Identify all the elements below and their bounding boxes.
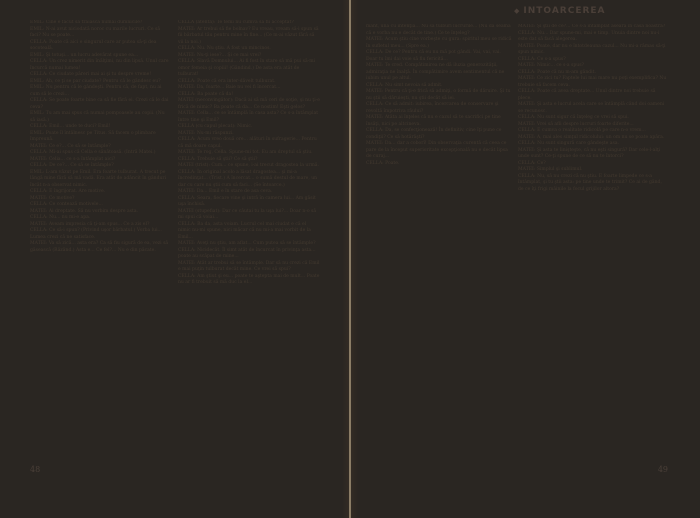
dialogue-line: CELLA: Nu simt nevoia să admit. xyxy=(366,82,443,88)
dialogue-line: MATEI: Acum ştiu cine vorbeşte cu gura: spiritul meu se ridică în sufletul meu... (Spre ea.) xyxy=(366,37,512,49)
dialogue-line: CELLA: Ce contează motivele... xyxy=(30,202,103,207)
dialogue-line: MATEI: Simplul şi sublimul. xyxy=(518,167,583,172)
right-column-1 xyxy=(366,24,512,454)
dialogue-line: CELLA: Se poate foarte bine ca să fie fără ei. Crezi că le dai ceva? xyxy=(30,98,169,110)
dialogue-line: CELLA: De ce?... Ce să se întâmple? xyxy=(30,163,114,168)
dialogue-line: EMIL: N-ai avut niciodată noroc cu marile lucruri. Ce să faci? Nu se poate... xyxy=(30,26,161,38)
dialogue-line: CELLA: Trebuie să ştii? Ce să ştii? xyxy=(178,156,258,162)
dialogue-line: EMIL: Tu am mai spus că numai pompoasele au copii. (Nu să iasă.) xyxy=(30,111,165,123)
dialogue-line: CELLA: Nu sunt singură care gândeşte asa. xyxy=(518,141,620,146)
dialogue-line: CELLA: Emil... unde te duci? Emil! xyxy=(30,124,111,129)
dialogue-line: MATEI: Ar trebui să fie bolnav? Eu vreau, vream să-i spun să fii bărbatul tău pentru mine în fine... (Ce m-ai văzut fără să vii la noi.) xyxy=(178,26,319,45)
dialogue-line: CELLA: Ba da, asta voiam. Lucrul cel mai ciudat e că el nimic nu-mi spune, nici măcar că nu mi-a mai vorbit de la Emil... xyxy=(178,221,311,240)
dialogue-line: CELLA: E cumva o realitate ridicolă pe care n-o vrem... xyxy=(518,128,646,133)
dialogue-line: CELLA (atentă): Te temi nu cumva să fii acceptat? xyxy=(178,20,294,25)
dialogue-line: MATEI (trist): Cum... ce spune, i-ai trecut dragostea la urmă. xyxy=(178,163,319,168)
dialogue-line: CELLA: Un crez nimerit din înălţimi, nu din lipsă. Unul care încurcă numai lumea! xyxy=(30,59,169,71)
dialogue-line: MATEI: Va să zică... asta era? Ca să fiu sigură de ea, vezi să găsească (Râzând.) Asta e... Ce fel?... Nu e din păcate. xyxy=(30,241,169,253)
dialogue-line: CELLA: Acum vreo două ore... alături în sufragerie... Pentru că mă doare capul. xyxy=(178,137,317,149)
dialogue-line: CELLA: Ce? xyxy=(518,160,546,166)
left-page xyxy=(6,0,346,518)
running-head xyxy=(514,6,606,16)
dialogue-line: MATEI: Nimic... ce s-a spus? xyxy=(518,63,584,68)
dialogue-line: MATEI: Celia... ce s-a întâmplat aici? xyxy=(30,156,116,162)
dialogue-line: MATEI: Vrei să afli despre lucruri foarte diferite... xyxy=(518,121,634,127)
dialogue-line: CELLA: E îngrijorat. Are motive. xyxy=(30,189,106,194)
dialogue-line: MATEI: Pentru că ţi-e frică să admiţi, o formă de dăruire. Şi tu nu ştii să dăruieşti, nu ştii decât să iei. xyxy=(366,89,511,101)
dialogue-line: CELLA: Poate că avea dreptate... Unul dintre noi trebuie să plece. xyxy=(518,89,656,101)
right-column-2 xyxy=(518,24,668,454)
dialogue-line: CELLA: Nu sunt sigur că înţeleg ce vrei să spui. xyxy=(518,115,629,120)
dialogue-line: MATEI: Şi asta e lucrul acela care se întâmplă când doi oameni se recunosc. xyxy=(518,102,665,114)
page-number-left: 48 xyxy=(30,465,41,474)
dialogue-line: MATEI: Da, foarte... Baie nu vei fi încercat... xyxy=(178,85,281,90)
dialogue-line: MATEI: Şi asta te linişteşte, că nu eşti singură? Dar cele-l-alţi unde sunt? Ce-ţi spune de ce să nu te întorci? xyxy=(518,147,661,159)
dialogue-line: CELLA: Am ştiut şi eu... poate te aştepta mai de mult... Poate nu ar fi trebuit să mă duc la el... xyxy=(178,273,320,285)
dialogue-line: CELLA: Nicidecât. Îl simt atât de încurcat în privinţa asta... poate au scăpat de mine... xyxy=(178,247,316,259)
dialogue-line: MATEI: Aveam impresia că ţi-am spus... Ce a zis el? xyxy=(30,221,150,227)
dialogue-line: EMIL: Şi totuşi... un lucru adevărat spune ea... xyxy=(30,52,139,58)
dialogue-line: EMIL: Nu pentru că le gândeşti. Pentru că, de fapt, nu ai cum să le crezi... xyxy=(30,85,162,97)
dialogue-line: MATEI: Atât ar trebui să se întâmple. Dar să nu crezi că Emil e mai puţin tulburat decât mine. Ce vrei să spui? xyxy=(178,260,320,272)
dialogue-line: MATEI: Nu-mi răspunzi. xyxy=(178,130,234,136)
dialogue-line: MATEI: Nu-ţi iese?... Şi ce mai vrei? xyxy=(178,52,262,58)
dialogue-line: CELLA: Seara, fiecare vine şi intră în camera lui... Am găsit uşa închisă. xyxy=(178,195,316,207)
dialogue-line: MATEI: Te rog, Cella. Spune-mi tot. Eu am dreptul să ştiu. xyxy=(178,150,313,155)
dialogue-line: EMIL: L-am văzut pe Emil. Era foarte tulburat. A trecut pe lângă mine fără să mă vadă. Era atât de adâncit în gânduri încât n-a observat nimic. xyxy=(30,169,167,188)
dialogue-line: CELLA: În original acolo a lăsat dragostea... şi mi-a încredinţat... (Trist.) A încercat... o sumă destul de mare, un dar cu care nu ştii cum să faci... (Se întoarce.) xyxy=(178,169,318,188)
dialogue-line: CELLA: Ce s-a spus? xyxy=(518,56,566,62)
dialogue-line: MATEI: Ai dreptate. Să nu vorbim despre asta. xyxy=(30,208,138,214)
left-column-1 xyxy=(30,20,170,450)
dialogue-line: CELLA: Ce să admit: iubirea, încercarea de conservare şi revoltă împotriva răului? xyxy=(366,102,499,114)
dialogue-line: mânt, una cu intenţia... Nu să tulburi lucrurile... (Nu dă seama că e vorba nu e decât de tine.) Ce te înţeleg? xyxy=(366,24,511,36)
page-number-right: 49 xyxy=(657,465,668,474)
dialogue-line: EMIL: Cine e făcut să trăiască numai dumnicile? xyxy=(30,20,143,25)
dialogue-line: MATEI: Da... dar a coborî! Din observaţia curentă că ceea ce pare de la început superioritate excepţională nu e decât lipsa de curaj... xyxy=(366,141,508,159)
dialogue-line: EMIL: Ah, ce ţi se par ciudate? Pentru că le gândesc eu? xyxy=(30,78,161,84)
dialogue-line: MATEI: Ce e?... Ce să se întâmple? xyxy=(30,143,111,149)
dialogue-line: CELLA: Poate că aici e singurul care ar putea să-ţi dea socoteală. xyxy=(30,39,157,51)
dialogue-line: CELLA: Ba poate că da! xyxy=(178,91,234,97)
dialogue-line: MATEI: Ce zici tu? Faptele lui mai mare nu poţi exemplifica? Nu trebuie să facem ceva. xyxy=(518,76,667,88)
dialogue-line: CELLA: De ce? Pentru că eu nu mă pot gândi. Vai, vai, vai. Doar tu îmi dai voie să fiu fericită... xyxy=(366,50,501,62)
dialogue-line: CELLA: Nu... Dar spune-mi, mai e timp. Unuia dintre noi nu-i este dat să facă alegerea. xyxy=(518,30,660,42)
dialogue-line: MATEI: Aveţi nu ştiu, am aflat... Cum putea să se întâmple? xyxy=(178,241,316,246)
dialogue-line: CELLA: Ce ciudate păreri mai ai şi tu despre vreme! xyxy=(30,72,152,77)
dialogue-line: EMIL: Poate îl întâlnesc pe Titus. Să facem o plimbare împreună. xyxy=(30,130,156,142)
dialogue-line: CELLA: Poate că era inter-dăvelt tulburat. xyxy=(178,78,276,84)
dialogue-line: CELLA: Poate că nu m-am gândit. xyxy=(518,69,596,75)
dialogue-line: CELLA: Mi-ai spus că Cella e sănătoasă. (Intră Matei.) xyxy=(30,150,156,155)
dialogue-line: MATEI: Atâta ai înţeles că nu e cazul să te sacrifici pe tine însăţi, nici pe altcineva. xyxy=(366,115,501,127)
dialogue-line: MATEI: A, mai ales simţul ridicolului: un om nu se poate apăra. xyxy=(518,134,665,140)
right-page xyxy=(354,0,694,518)
dialogue-line: MATEI: Şi ştii de ce?... Ce s-a întâmplat aseară în casa noastră? xyxy=(518,24,666,29)
dialogue-line: CELLA: Ce să-i spun? (Privind uşor bărbatul.) Vorba lui... Lumea crezi că ne satisface. xyxy=(30,228,162,240)
dialogue-line: MATEI: Te cred. Compătimirea ne dă iluzia generozităţii, admiraţia ne înalţă. În compătimire avem sentimentul că ne iubim unul pe altul. xyxy=(366,63,505,81)
dialogue-line: MATEI: Cella... ce se întâmplă în casa asta? Ce s-a întâmplat între tine şi Emil? xyxy=(178,111,319,123)
diamond-icon: ◆ xyxy=(514,7,521,15)
dialogue-line: CELLA: Nu, să nu crezi că nu ştiu. E foarte limpede ce s-a întâmplat, şi tu ştii asta: pe tine unde te trimit? Ce ai de gând, de ce îţi frigi mâinile la focul grijilor altora? xyxy=(518,173,662,192)
dialogue-line: CELLA: Da, se confecţionează! În definitiv, cine îţi pune ce condiţii? Ce să hotărăşti? xyxy=(366,128,502,140)
running-head-title: INTOARCEREA xyxy=(523,6,606,16)
dialogue-line: CELLA: Nu... nu mi-e apa. xyxy=(30,215,91,220)
dialogue-line: MATEI: Ce motive? xyxy=(30,195,75,201)
dialogue-line: MATEI (neconvingător): Dacă ai să mă ceri de soţie, şi nu ţi-e frică de nimic? Ba poate că da... Ce nostim! Eşti gelos? xyxy=(178,98,320,110)
dialogue-line: CELLA: Nu. Nu ştiu. A fost un mincinos. xyxy=(178,46,271,51)
dialogue-line: MATEI: Poate, dar nu e întotdeauna cazul... Nu mi-a rămas să-ţi spun nimic. xyxy=(518,43,666,55)
dialogue-line: CELLA: Slavă Domnului... Ai fi fost în stare să mă pui să-mi omor femeia şi copiii! (Gândind.) De asta era atât de tulburat! xyxy=(178,59,316,77)
dialogue-line: MATEI (stupefiat): Dar ce căutai tu la uşa lui?... Doar n-o să mi spui că voiai... xyxy=(178,208,317,220)
dialogue-line: CELLA (cu capul plecat): Nimic. xyxy=(178,124,253,129)
dialogue-line: MATEI: Da... Emil e în stare de asa ceva. xyxy=(178,189,273,194)
spine-fold xyxy=(349,0,351,518)
dialogue-line: CELLA: Poate. xyxy=(366,160,400,166)
left-column-2 xyxy=(178,20,320,450)
